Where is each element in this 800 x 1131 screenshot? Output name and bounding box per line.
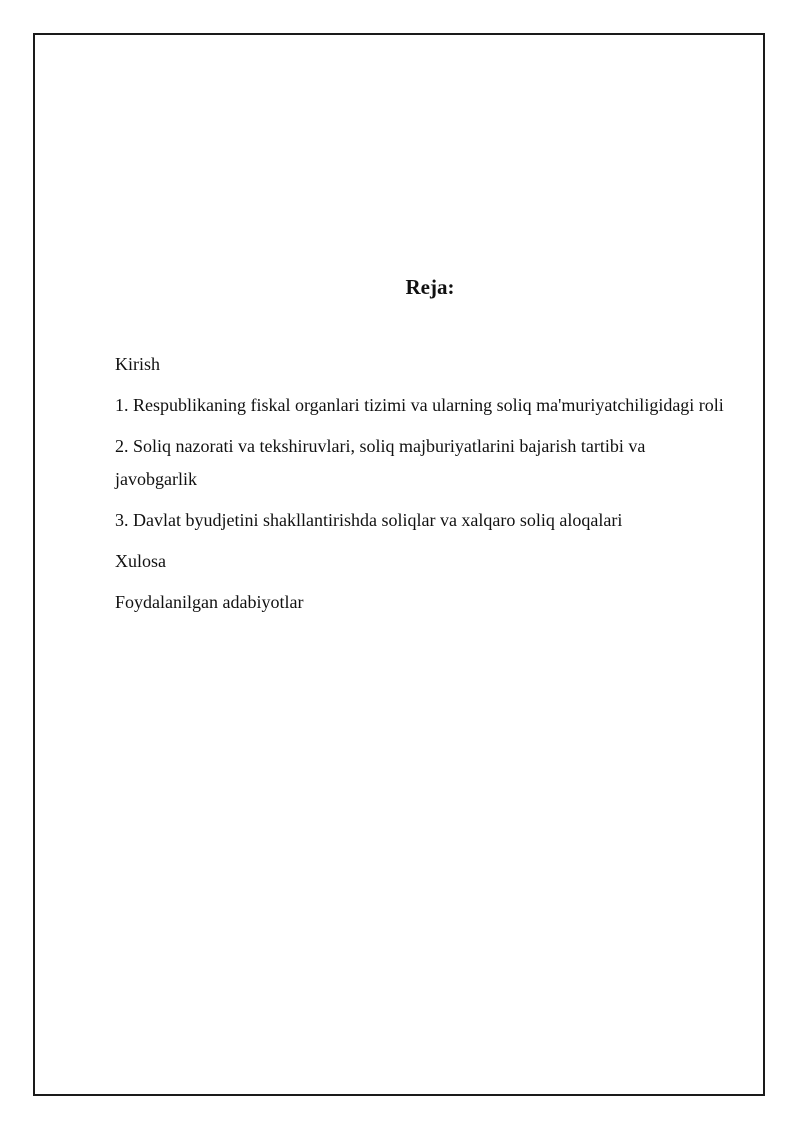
toc-item-chapter-2: 2. Soliq nazorati va tekshiruvlari, soliq majburiyatlarini bajarish tartibi va javobgarlik (115, 436, 646, 489)
page-title: Reja: (405, 275, 455, 299)
toc-item-chapter-3: 3. Davlat byudjetini shakllantirishda soliqlar va xalqaro soliq aloqalari (115, 510, 623, 530)
toc-item-references: Foydalanilgan adabiyotlar (115, 592, 304, 612)
toc-item-chapter-1: 1. Respublikaning fiskal organlari tizimi va ularning soliq ma'muriyatchiligidagi roli (115, 395, 724, 415)
toc-item-introduction: Kirish (115, 354, 160, 374)
toc-item-conclusion: Xulosa (115, 551, 166, 571)
table-of-contents (115, 348, 730, 627)
